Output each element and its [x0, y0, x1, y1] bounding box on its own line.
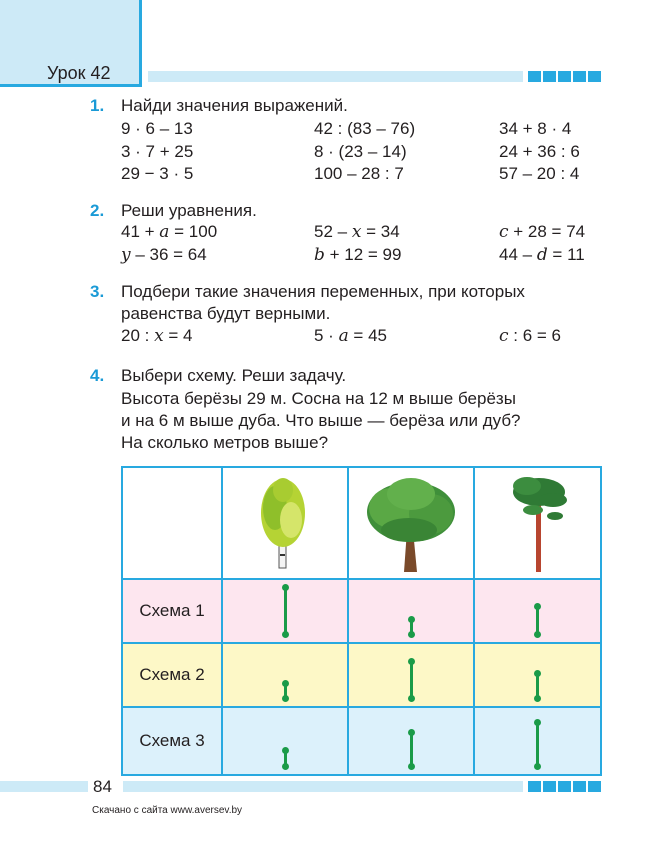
scheme-cell: [474, 643, 601, 707]
scheme-table: [121, 466, 602, 776]
task-number: 2.: [90, 201, 105, 220]
scheme-label: Схема 1: [122, 579, 222, 643]
scheme-cell: [222, 579, 348, 643]
pine-tree-image: [475, 468, 600, 578]
equation: y – 36 = 64: [121, 245, 207, 265]
birch-tree-image: [223, 468, 347, 578]
task-number: 3.: [90, 282, 105, 301]
expression: 100 – 28 : 7: [314, 164, 404, 183]
header-square: [543, 71, 556, 82]
expression: 29 − 3 · 5: [121, 164, 194, 183]
scheme-label: Схема 3: [122, 707, 222, 775]
equation: 52 – x = 34: [314, 222, 400, 242]
page-title: Урок 42: [47, 63, 111, 83]
scheme-label: Схема 2: [122, 643, 222, 707]
expression: 9 · 6 – 13: [121, 119, 193, 138]
task-title: Найди значения выражений.: [121, 96, 348, 115]
height-segment: [536, 722, 539, 767]
scheme-cell: [348, 579, 474, 643]
equation: c + 28 = 74: [499, 222, 586, 242]
equation: 5 · a = 45: [314, 326, 387, 346]
task-text: равенства будут верными.: [121, 304, 331, 323]
expression: 8 · (23 – 14): [314, 142, 407, 161]
expression: 3 · 7 + 25: [121, 142, 194, 161]
oak-cell: [348, 467, 474, 579]
height-segment: [284, 750, 287, 767]
scheme-cell: [348, 643, 474, 707]
header-square: [528, 71, 541, 82]
header-square: [558, 71, 571, 82]
height-segment: [410, 619, 413, 635]
footer-stripe-left: [0, 781, 88, 792]
page-number: 84: [93, 777, 112, 796]
empty-header-cell: [122, 467, 222, 579]
scheme-cell: [474, 707, 601, 775]
task-title: Выбери схему. Реши задачу.: [121, 366, 347, 385]
task-number: 4.: [90, 366, 105, 385]
equation: 41 + a = 100: [121, 222, 218, 242]
footer-square: [558, 781, 571, 792]
header-stripe: [148, 71, 523, 82]
scheme-cell: [222, 643, 348, 707]
scheme-cell: [348, 707, 474, 775]
task-text: Высота берёзы 29 м. Сосна на 12 м выше берёзы: [121, 389, 516, 408]
height-segment: [410, 661, 413, 699]
task-number: 1.: [90, 96, 105, 115]
equation: 20 : x = 4: [121, 326, 193, 346]
height-segment: [284, 683, 287, 699]
task-text: Подбери такие значения переменных, при которых: [121, 282, 525, 301]
footer-square: [528, 781, 541, 792]
height-segment: [410, 732, 413, 767]
equation: c : 6 = 6: [499, 326, 561, 346]
birch-cell: [222, 467, 348, 579]
scheme-cell: [474, 579, 601, 643]
task-text: На сколько метров выше?: [121, 433, 329, 452]
expression: 42 : (83 – 76): [314, 119, 416, 138]
header-square: [588, 71, 601, 82]
task-title: Реши уравнения.: [121, 201, 257, 220]
height-segment: [536, 673, 539, 699]
pine-cell: [474, 467, 601, 579]
equation: b + 12 = 99: [314, 245, 402, 265]
expression: 57 – 20 : 4: [499, 164, 580, 183]
expression: 24 + 36 : 6: [499, 142, 580, 161]
height-segment: [284, 587, 287, 635]
header-square: [573, 71, 586, 82]
footer-stripe: [123, 781, 523, 792]
expression: 34 + 8 · 4: [499, 119, 572, 138]
footer-square: [543, 781, 556, 792]
scheme-cell: [222, 707, 348, 775]
footer-square: [573, 781, 586, 792]
source-note: Скачано с сайта www.aversev.by: [92, 805, 243, 816]
equation: 44 – d = 11: [499, 245, 585, 265]
oak-tree-image: [349, 468, 473, 578]
footer-square: [588, 781, 601, 792]
task-text: и на 6 м выше дуба. Что выше — берёза или дуб?: [121, 411, 521, 430]
height-segment: [536, 606, 539, 635]
